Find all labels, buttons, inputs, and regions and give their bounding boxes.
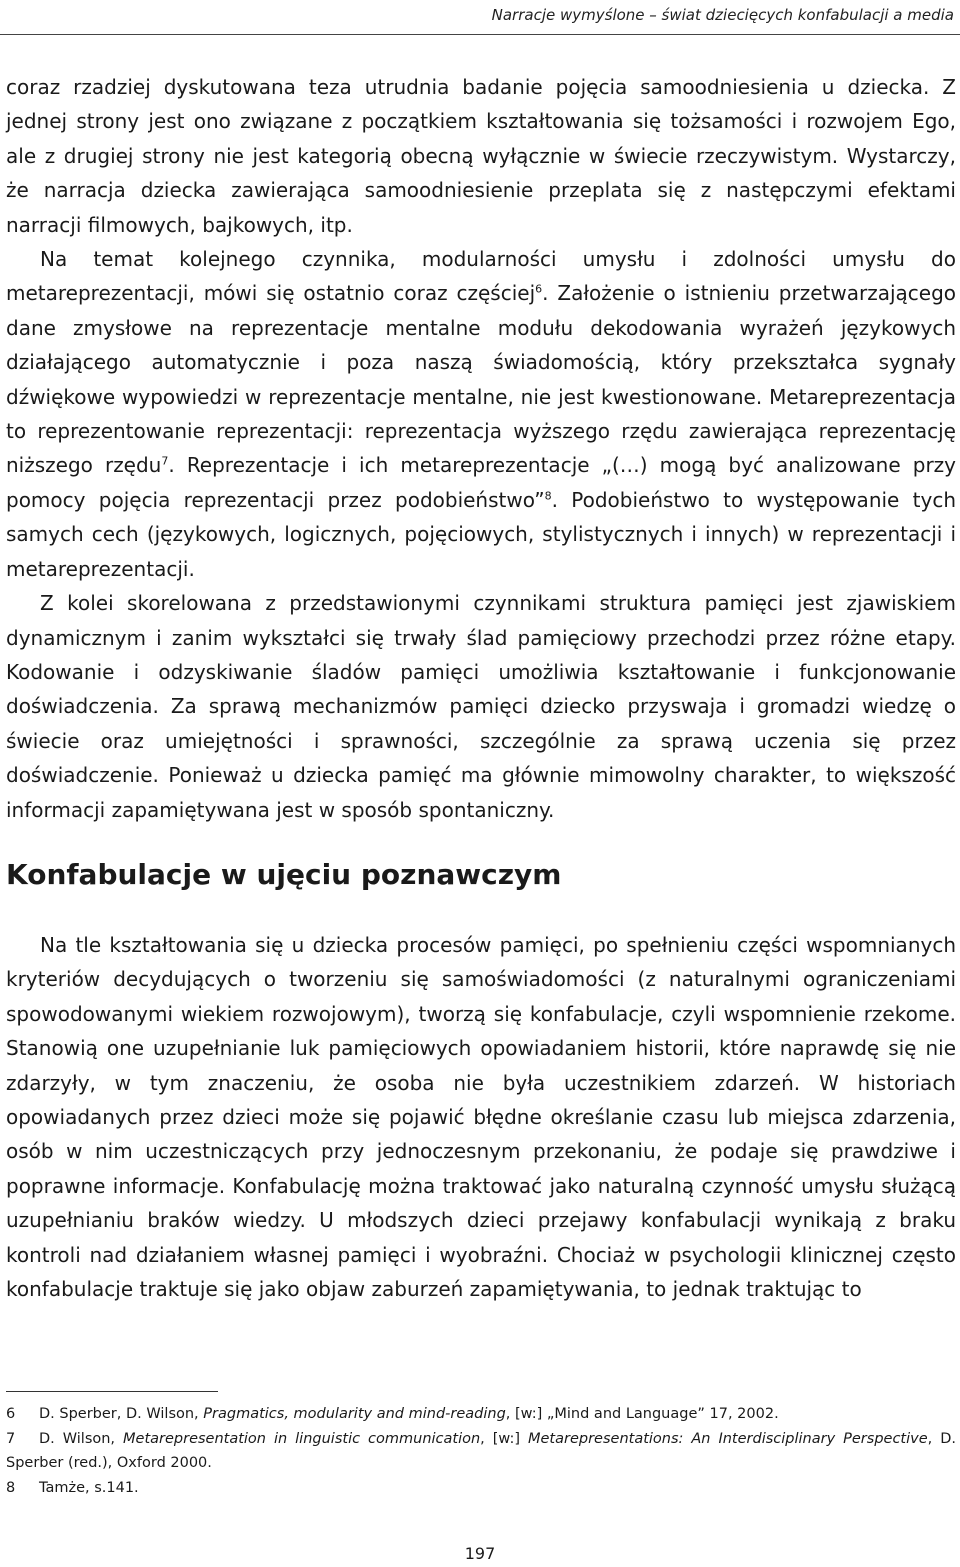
section-body <box>6 928 956 1306</box>
paragraph-2 <box>6 242 956 586</box>
section-heading: Konfabulacje w ujęciu poznawczym <box>6 858 562 891</box>
footnote-text: , [w:] „Mind and Language” 17, 2002. <box>505 1406 779 1422</box>
paragraph-2-text-d: . Podobieństwo to występowanie tych samych cech (językowych, logicznych, pojęciowych, stylistycznych i innych) w reprezentacji i metareprezentacji. <box>6 487 956 581</box>
footnote-number: 8 <box>6 1479 16 1496</box>
footnote-number: 6 <box>6 1406 16 1422</box>
footnote-text: D. Wilson, <box>39 1430 124 1447</box>
footnote-number: 7 <box>6 1430 16 1447</box>
page-number: 197 <box>464 1544 496 1563</box>
footnotes <box>6 1402 956 1500</box>
header-divider <box>0 34 960 35</box>
paragraph-2-text-c: . Reprezentacje i ich metareprezentacje „(…) mogą być analizowane przy pomocy pojęcia reprezentacji przez podobieństwo” <box>6 453 956 512</box>
footnote-6 <box>6 1402 956 1427</box>
footnote-text: , [w:] <box>480 1430 528 1447</box>
footnote-text: Tamże, s.141. <box>39 1479 139 1496</box>
footnote-ref-8[interactable]: 8 <box>544 489 552 503</box>
running-header: Narracje wymyślone – świat dziecięcych konfabulacji a media <box>491 6 954 24</box>
footnote-text: , D. Sperber (red.), Oxford 2000. <box>6 1430 956 1471</box>
paragraph-2-text-b: . Założenie o istnieniu przetwarzającego dane zmysłowe na reprezentacje mentalne modułu dekodowania wyrażeń językowych działającego automatycznie i poza naszą świadomością, który przekształca sygnały dźwiękowe wypowiedzi w reprezentacje mentalne, nie jest kwestionowane. Metareprezentacja to reprezentowanie reprezentacji: reprezentacja wyższego rzędu zawierająca reprezentację niższego rzędu <box>6 281 956 478</box>
footnote-title: Pragmatics, modularity and mind-reading <box>203 1406 506 1422</box>
footnote-title: Metarepresentations: An Interdisciplinary Perspective <box>528 1430 928 1447</box>
footnote-8 <box>6 1476 956 1501</box>
paragraph-1: coraz rzadziej dyskutowana teza utrudnia badanie pojęcia samoodniesienia u dziecka. Z jednej strony jest ono związane z początkiem kształtowania się tożsamości i rozwojem Ego, ale z drugiej strony nie jest kategorią obecną wyłącznie w świecie rzeczywistym. Wystarczy, że narracja dziecka zawierająca samoodniesienie przeplata się z następczymi efektami narracji filmowych, bajkowych, itp. <box>6 75 956 237</box>
footnote-ref-7[interactable]: 7 <box>161 454 169 468</box>
footnote-title: Metarepresentation in linguistic communication <box>123 1430 481 1447</box>
paragraph-3: Z kolei skorelowana z przedstawionymi czynnikami struktura pamięci jest zjawiskiem dynamicznym i zanim wykształci się trwały ślad pamięciowy przechodzi przez różne etapy. Kodowanie i odzyskiwanie śladów pamięci umożliwia kształtowanie i funkcjonowanie doświadczenia. Za sprawą mechanizmów pamięci dziecko przyswaja i gromadzi wiedzę o świecie oraz umiejętności i sprawności, szczególnie za sprawą uczenia się przez doświadczenie. Ponieważ u dziecka pamięć ma głównie mimowolny charakter, to większość informacji zapamiętywana jest w sposób spontaniczny. <box>6 591 956 822</box>
footnote-divider <box>6 1391 218 1392</box>
footnote-7 <box>6 1427 956 1476</box>
footnote-text: D. Sperber, D. Wilson, <box>39 1406 204 1422</box>
section-paragraph: Na tle kształtowania się u dziecka procesów pamięci, po spełnieniu części wspomnianych kryteriów decydujących o tworzeniu się samoświadomości (z naturalnymi ograniczeniami spowodowanymi wiekiem rozwojowym), tworzą się konfabulacje, czyli wspomnienie rzekome. Stanowią one uzupełnianie luk pamięciowych opowiadaniem historii, które naprawdę się nie zdarzyły, w tym znaczeniu, że osoba nie była uczestnikiem zdarzeń. W historiach opowiadanych przez dzieci może się pojawić błędne określanie czasu lub miejsca zdarzenia, osób w nim uczestniczących przy jednoczesnym przekonaniu, że podaje się prawdziwe i poprawne informacje. Konfabulację można traktować jako naturalną czynność umysłu służącą uzupełnianiu braków wiedzy. U młodszych dzieci przejawy konfabulacji wynikają z braku kontroli nad działaniem własnej pamięci i wyobraźni. Chociaż w psychologii klinicznej często konfabulacje traktuje się jako objaw zaburzeń zapamiętywania, to jednak traktując to <box>6 933 956 1302</box>
paragraph-2-text-a: Na temat kolejnego czynnika, modularności umysłu i zdolności umysłu do metareprezentacji, mówi się ostatnio coraz częściej <box>6 247 956 306</box>
footnote-ref-6[interactable]: 6 <box>535 282 543 296</box>
body-text <box>6 70 956 827</box>
